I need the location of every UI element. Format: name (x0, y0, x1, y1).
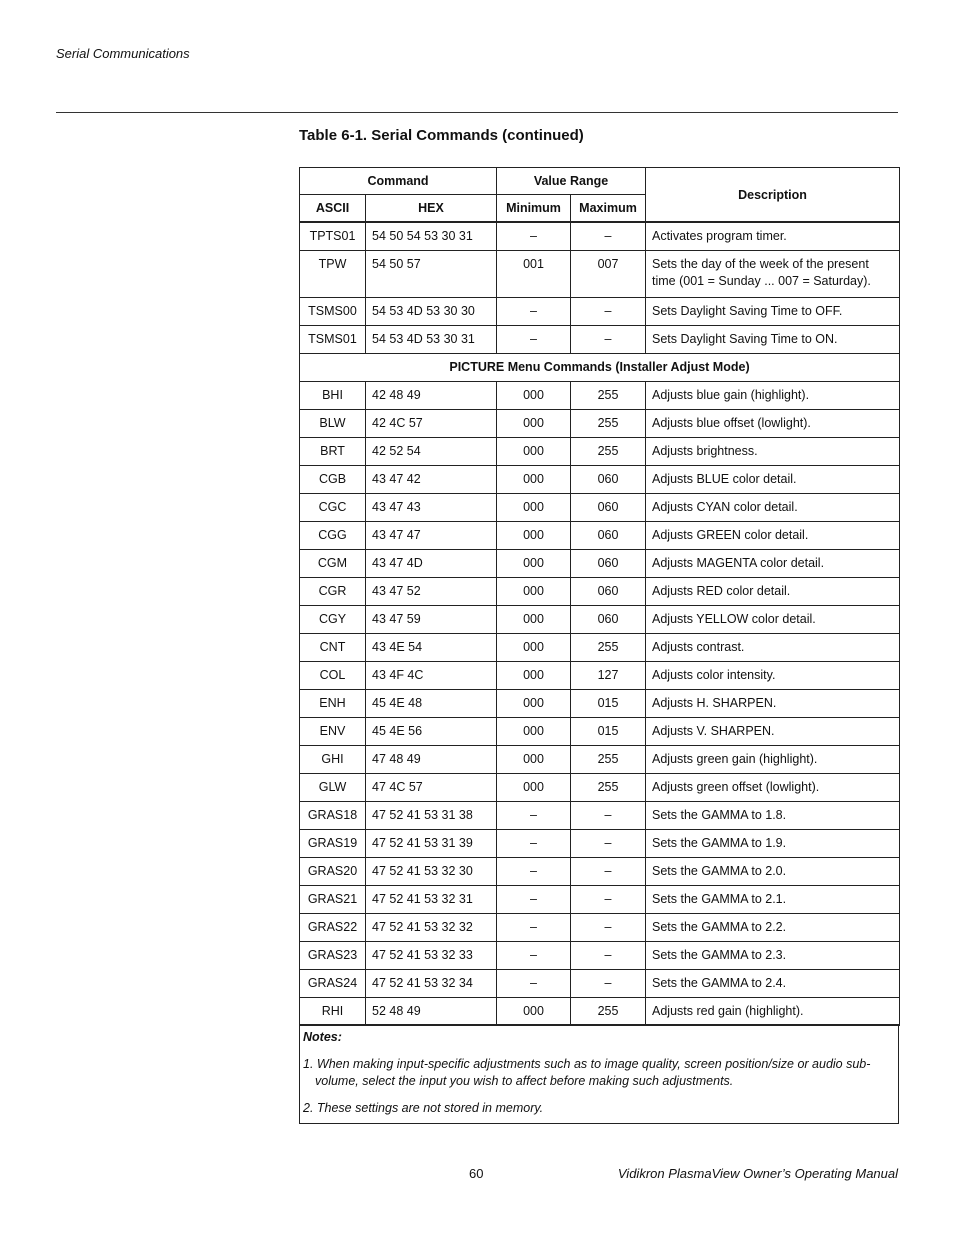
cell-minimum: 000 (497, 549, 571, 577)
cell-minimum: 000 (497, 633, 571, 661)
cell-minimum: 000 (497, 745, 571, 773)
cell-maximum: 255 (571, 633, 646, 661)
cell-description: Sets the day of the week of the present time (001 = Sunday ... 007 = Saturday). (646, 250, 900, 297)
cell-maximum: 255 (571, 745, 646, 773)
cell-ascii: ENH (300, 689, 366, 717)
cell-minimum: 000 (497, 605, 571, 633)
cell-maximum: 060 (571, 493, 646, 521)
table-row (300, 381, 900, 409)
cell-hex: 43 47 4D (366, 549, 497, 577)
cell-minimum: 000 (497, 577, 571, 605)
table-row (300, 661, 900, 689)
cell-description: Adjusts YELLOW color detail. (646, 605, 900, 633)
cell-hex: 43 47 52 (366, 577, 497, 605)
cell-maximum: – (571, 325, 646, 353)
cell-maximum: 060 (571, 521, 646, 549)
cell-ascii: CGR (300, 577, 366, 605)
cell-ascii: CGB (300, 465, 366, 493)
cell-minimum: – (497, 857, 571, 885)
cell-hex: 54 53 4D 53 30 30 (366, 297, 497, 325)
cell-maximum: – (571, 297, 646, 325)
footer-manual-title: Vidikron PlasmaView Owner’s Operating Manual (617, 1166, 898, 1181)
notes-box (299, 1026, 899, 1124)
cell-hex: 47 52 41 53 32 34 (366, 969, 497, 997)
cell-description: Adjusts CYAN color detail. (646, 493, 900, 521)
cell-minimum: 000 (497, 521, 571, 549)
cell-maximum: – (571, 829, 646, 857)
cell-minimum: 000 (497, 493, 571, 521)
cell-ascii: CNT (300, 633, 366, 661)
cell-minimum: 000 (497, 409, 571, 437)
table-row (300, 773, 900, 801)
header-maximum: Maximum (571, 195, 646, 223)
cell-minimum: – (497, 969, 571, 997)
table-row (300, 969, 900, 997)
cell-description: Adjusts brightness. (646, 437, 900, 465)
table-row (300, 633, 900, 661)
table-row (300, 745, 900, 773)
cell-hex: 47 52 41 53 31 39 (366, 829, 497, 857)
cell-minimum: 000 (497, 773, 571, 801)
cell-ascii: RHI (300, 997, 366, 1025)
table-row (300, 549, 900, 577)
section-row (300, 353, 900, 381)
table-row (300, 801, 900, 829)
cell-ascii: GRAS19 (300, 829, 366, 857)
header-minimum: Minimum (497, 195, 571, 223)
header-value-range: Value Range (497, 168, 646, 195)
cell-hex: 47 52 41 53 32 31 (366, 885, 497, 913)
cell-minimum: 001 (497, 250, 571, 297)
cell-minimum: 000 (497, 381, 571, 409)
header-hex: HEX (366, 195, 497, 223)
cell-description: Adjusts V. SHARPEN. (646, 717, 900, 745)
cell-description: Sets the GAMMA to 2.4. (646, 969, 900, 997)
cell-minimum: 000 (497, 465, 571, 493)
cell-description: Sets Daylight Saving Time to OFF. (646, 297, 900, 325)
cell-ascii: CGM (300, 549, 366, 577)
cell-hex: 47 52 41 53 32 33 (366, 941, 497, 969)
cell-minimum: – (497, 297, 571, 325)
cell-minimum: 000 (497, 437, 571, 465)
cell-maximum: 015 (571, 689, 646, 717)
cell-maximum: 255 (571, 437, 646, 465)
cell-hex: 45 4E 56 (366, 717, 497, 745)
cell-hex: 52 48 49 (366, 997, 497, 1025)
cell-maximum: 060 (571, 605, 646, 633)
cell-ascii: TSMS01 (300, 325, 366, 353)
note-item: 1. When making input-specific adjustments such as to image quality, screen position/size or audio sub-volume, select the input you wish to affect before making such adjustments. (303, 1057, 871, 1088)
table-row (300, 689, 900, 717)
cell-description: Adjusts H. SHARPEN. (646, 689, 900, 717)
cell-description: Adjusts BLUE color detail. (646, 465, 900, 493)
cell-maximum: 015 (571, 717, 646, 745)
cell-maximum: 255 (571, 997, 646, 1025)
cell-ascii: GRAS23 (300, 941, 366, 969)
cell-hex: 42 52 54 (366, 437, 497, 465)
cell-description: Sets the GAMMA to 2.3. (646, 941, 900, 969)
cell-hex: 43 47 47 (366, 521, 497, 549)
cell-hex: 45 4E 48 (366, 689, 497, 717)
table-row (300, 493, 900, 521)
cell-hex: 42 48 49 (366, 381, 497, 409)
cell-description: Sets Daylight Saving Time to ON. (646, 325, 900, 353)
cell-description: Adjusts green offset (lowlight). (646, 773, 900, 801)
cell-maximum: – (571, 969, 646, 997)
cell-description: Adjusts contrast. (646, 633, 900, 661)
cell-minimum: – (497, 885, 571, 913)
cell-hex: 43 47 42 (366, 465, 497, 493)
table-row (300, 465, 900, 493)
cell-maximum: 255 (571, 409, 646, 437)
cell-ascii: GHI (300, 745, 366, 773)
cell-description: Adjusts color intensity. (646, 661, 900, 689)
table-row (300, 297, 900, 325)
cell-minimum: – (497, 829, 571, 857)
cell-ascii: TSMS00 (300, 297, 366, 325)
cell-hex: 47 4C 57 (366, 773, 497, 801)
table-body-top (300, 222, 900, 353)
cell-description: Sets the GAMMA to 1.8. (646, 801, 900, 829)
table-row (300, 437, 900, 465)
cell-minimum: 000 (497, 689, 571, 717)
cell-minimum: – (497, 325, 571, 353)
cell-ascii: GLW (300, 773, 366, 801)
cell-description: Adjusts MAGENTA color detail. (646, 549, 900, 577)
cell-minimum: 000 (497, 997, 571, 1025)
cell-ascii: GRAS22 (300, 913, 366, 941)
table-caption: Table 6-1. Serial Commands (continued) (299, 127, 584, 144)
table-row (300, 829, 900, 857)
cell-description: Adjusts RED color detail. (646, 577, 900, 605)
cell-maximum: 007 (571, 250, 646, 297)
table-row (300, 913, 900, 941)
cell-hex: 54 50 57 (366, 250, 497, 297)
cell-hex: 47 48 49 (366, 745, 497, 773)
cell-hex: 47 52 41 53 31 38 (366, 801, 497, 829)
cell-hex: 43 47 59 (366, 605, 497, 633)
cell-maximum: 127 (571, 661, 646, 689)
cell-description: Adjusts blue gain (highlight). (646, 381, 900, 409)
cell-hex: 43 47 43 (366, 493, 497, 521)
cell-description: Adjusts blue offset (lowlight). (646, 409, 900, 437)
table-section (300, 353, 900, 381)
cell-description: Adjusts red gain (highlight). (646, 997, 900, 1025)
cell-maximum: – (571, 222, 646, 250)
cell-maximum: 060 (571, 577, 646, 605)
cell-hex: 47 52 41 53 32 32 (366, 913, 497, 941)
section-title: PICTURE Menu Commands (Installer Adjust Mode) (300, 353, 900, 381)
cell-ascii: GRAS18 (300, 801, 366, 829)
serial-commands-table-wrapper (299, 167, 899, 1124)
header-row-1 (300, 168, 900, 195)
cell-minimum: – (497, 801, 571, 829)
cell-hex: 42 4C 57 (366, 409, 497, 437)
cell-hex: 43 4F 4C (366, 661, 497, 689)
footer-page-number: 60 (469, 1166, 484, 1181)
cell-maximum: – (571, 857, 646, 885)
running-head: Serial Communications (56, 46, 190, 61)
cell-ascii: BRT (300, 437, 366, 465)
cell-ascii: GRAS24 (300, 969, 366, 997)
cell-maximum: 060 (571, 549, 646, 577)
cell-minimum: – (497, 222, 571, 250)
table-body-picture (300, 381, 900, 1025)
cell-description: Sets the GAMMA to 2.2. (646, 913, 900, 941)
table-row (300, 325, 900, 353)
header-command: Command (300, 168, 497, 195)
cell-maximum: 255 (571, 773, 646, 801)
table-row (300, 941, 900, 969)
table-row (300, 717, 900, 745)
table-row (300, 997, 900, 1025)
table-row (300, 605, 900, 633)
table-row (300, 409, 900, 437)
cell-description: Sets the GAMMA to 2.0. (646, 857, 900, 885)
serial-commands-table (299, 167, 900, 1026)
cell-maximum: – (571, 801, 646, 829)
cell-ascii: CGY (300, 605, 366, 633)
table-row (300, 521, 900, 549)
cell-ascii: CGC (300, 493, 366, 521)
cell-ascii: TPW (300, 250, 366, 297)
cell-minimum: 000 (497, 717, 571, 745)
cell-maximum: – (571, 941, 646, 969)
cell-hex: 47 52 41 53 32 30 (366, 857, 497, 885)
cell-maximum: – (571, 913, 646, 941)
cell-description: Sets the GAMMA to 1.9. (646, 829, 900, 857)
cell-maximum: – (571, 885, 646, 913)
cell-ascii: ENV (300, 717, 366, 745)
header-description: Description (646, 168, 900, 223)
cell-description: Activates program timer. (646, 222, 900, 250)
notes-title: Notes: (303, 1030, 342, 1044)
table-row (300, 857, 900, 885)
table-row (300, 885, 900, 913)
table-row (300, 577, 900, 605)
cell-hex: 54 50 54 53 30 31 (366, 222, 497, 250)
cell-ascii: CGG (300, 521, 366, 549)
cell-ascii: COL (300, 661, 366, 689)
cell-maximum: 255 (571, 381, 646, 409)
cell-ascii: GRAS21 (300, 885, 366, 913)
header-rule (56, 112, 898, 113)
note-item: 2. These settings are not stored in memory. (303, 1101, 544, 1115)
cell-minimum: – (497, 941, 571, 969)
cell-description: Adjusts green gain (highlight). (646, 745, 900, 773)
cell-maximum: 060 (571, 465, 646, 493)
cell-ascii: TPTS01 (300, 222, 366, 250)
cell-description: Adjusts GREEN color detail. (646, 521, 900, 549)
table-row (300, 250, 900, 297)
cell-minimum: – (497, 913, 571, 941)
cell-hex: 43 4E 54 (366, 633, 497, 661)
cell-ascii: GRAS20 (300, 857, 366, 885)
cell-hex: 54 53 4D 53 30 31 (366, 325, 497, 353)
cell-minimum: 000 (497, 661, 571, 689)
cell-ascii: BLW (300, 409, 366, 437)
cell-ascii: BHI (300, 381, 366, 409)
header-ascii: ASCII (300, 195, 366, 223)
cell-description: Sets the GAMMA to 2.1. (646, 885, 900, 913)
table-row (300, 222, 900, 250)
